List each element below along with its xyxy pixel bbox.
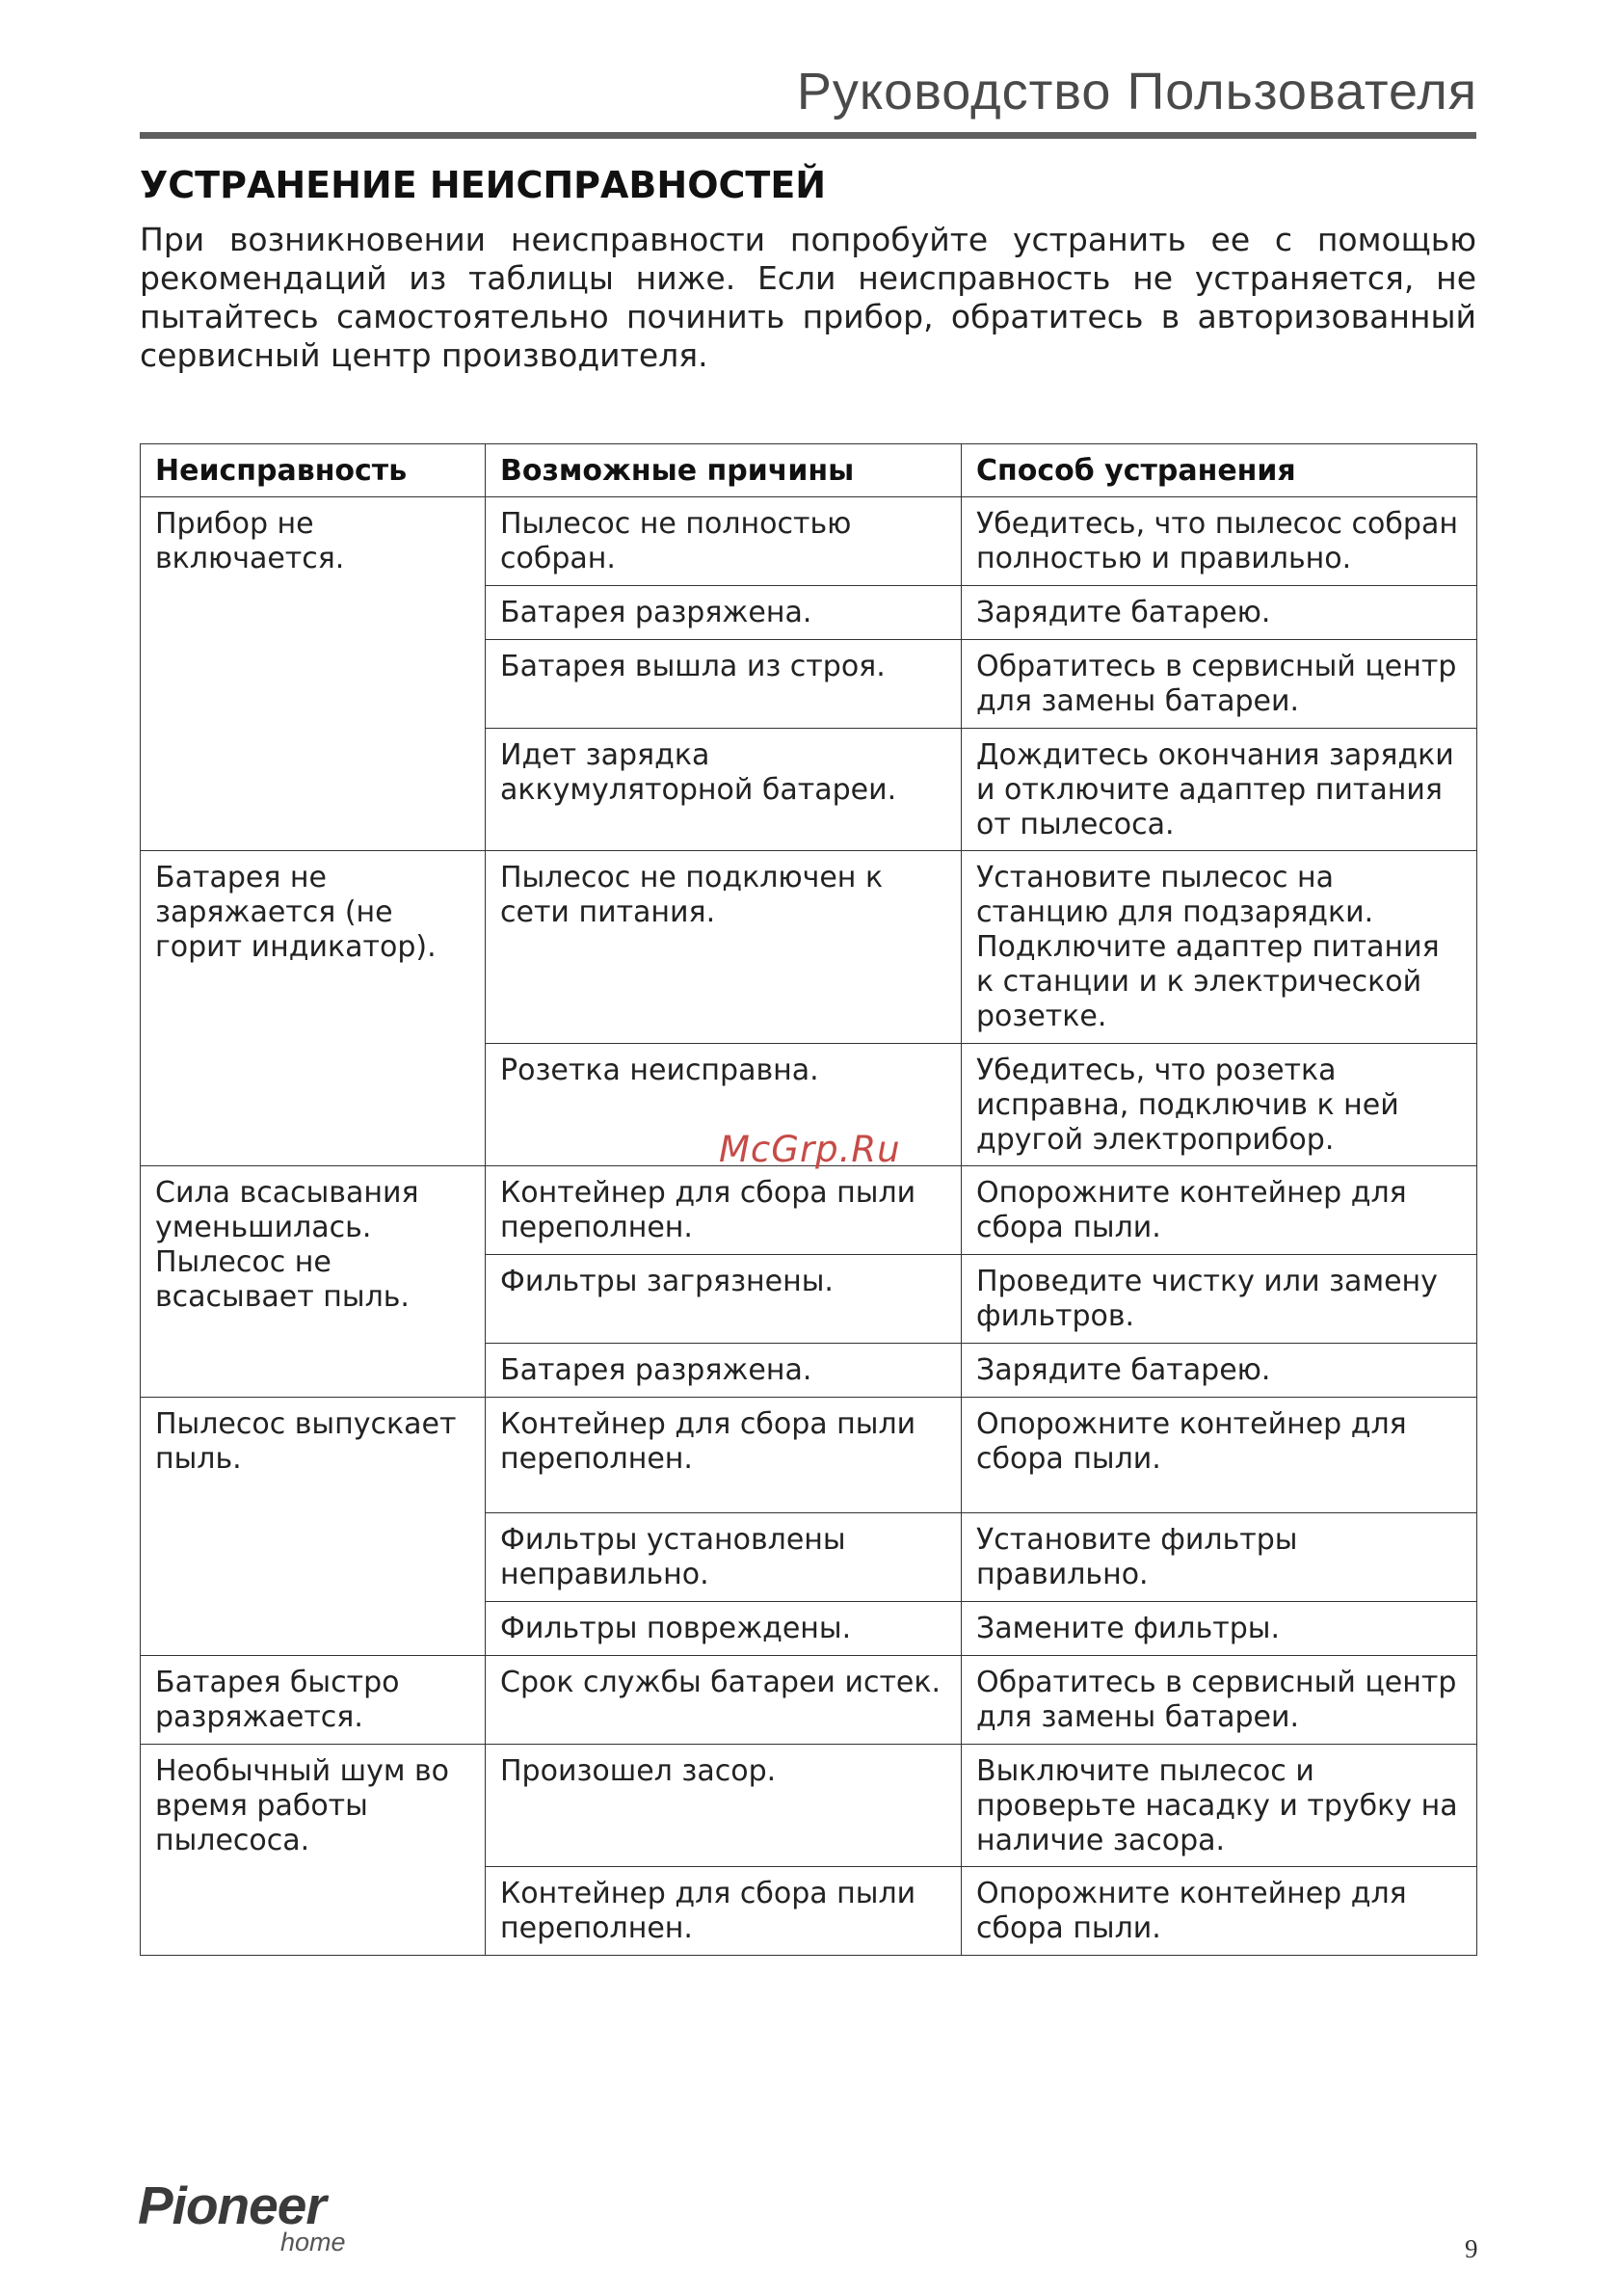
cause-cell: Фильтры установлены неправильно. [486,1513,962,1602]
table-row [141,1656,1477,1745]
watermark-text: McGrp.Ru [719,1129,901,1170]
cause-cell: Срок службы батареи истек. [486,1656,962,1745]
remedy-cell: Убедитесь, что пылесос собран полностью и правильно. [962,497,1477,586]
remedy-cell: Обратитесь в сервисный центр для замены батареи. [962,1656,1477,1745]
remedy-cell: Зарядите батарею. [962,1344,1477,1398]
page-number: 9 [1465,2234,1478,2263]
brand-logo-sub: home [280,2228,346,2256]
table-row [141,1398,1477,1513]
remedy-cell: Замените фильтры. [962,1602,1477,1656]
remedy-cell: Установите фильтры правильно. [962,1513,1477,1602]
column-header-cause: Возможные причины [486,444,962,497]
troubleshooting-table [140,443,1477,1956]
remedy-cell: Обратитесь в сервисный центр для замены батареи. [962,640,1477,729]
remedy-cell: Убедитесь, что розетка исправна, подключив к ней другой электроприбор. [962,1044,1477,1166]
problem-cell: Прибор не включается. [141,497,486,851]
cause-cell: Контейнер для сбора пыли переполнен. [486,1398,962,1513]
table-row [141,1745,1477,1867]
column-header-problem: Неисправность [141,444,486,497]
table-header-row [141,444,1477,497]
section-title: УСТРАНЕНИЕ НЕИСПРАВНОСТЕЙ [140,164,827,206]
cause-cell: Батарея разряжена. [486,586,962,640]
cause-cell: Батарея вышла из строя. [486,640,962,729]
cause-cell: Батарея разряжена. [486,1344,962,1398]
remedy-cell: Опорожните контейнер для сбора пыли. [962,1166,1477,1255]
problem-cell: Необычный шум во время работы пылесоса. [141,1745,486,1956]
brand-logo [138,2175,350,2261]
table-row [141,497,1477,586]
page-header-title: Руководство Пользователя [796,63,1477,120]
remedy-cell: Установите пылесос на станцию для подзарядки. Подключите адаптер питания к станции и к электрической розетке. [962,851,1477,1044]
problem-cell: Пылесос выпускает пыль. [141,1398,486,1656]
cause-cell: Фильтры загрязнены. [486,1255,962,1344]
remedy-cell: Опорожните контейнер для сбора пыли. [962,1398,1477,1513]
cause-cell: Произошел засор. [486,1745,962,1867]
remedy-cell: Зарядите батарею. [962,586,1477,640]
cause-cell: Контейнер для сбора пыли переполнен. [486,1867,962,1956]
problem-cell: Сила всасывания уменьшилась. Пылесос не всасывает пыль. [141,1166,486,1398]
remedy-cell: Дождитесь окончания зарядки и отключите адаптер питания от пылесоса. [962,729,1477,851]
cause-cell: Контейнер для сбора пыли переполнен. [486,1166,962,1255]
remedy-cell: Проведите чистку или замену фильтров. [962,1255,1477,1344]
cause-cell: Пылесос не полностью собран. [486,497,962,586]
table-row [141,851,1477,1044]
cause-cell: Фильтры повреждены. [486,1602,962,1656]
intro-paragraph: При возникновении неисправности попробуйте устранить ее с помощью рекомендаций из таблицы ниже. Если неисправность не устраняется, не пытайтесь самостоятельно починить прибор, обратитесь в авторизованный сервисный центр производителя. [140,221,1476,374]
remedy-cell: Опорожните контейнер для сбора пыли. [962,1867,1477,1956]
cause-cell: Пылесос не подключен к сети питания. [486,851,962,1044]
cause-cell: Розетка неисправна. [486,1044,962,1166]
remedy-cell: Выключите пылесос и проверьте насадку и трубку на наличие засора. [962,1745,1477,1867]
problem-cell: Батарея не заряжается (не горит индикатор). [141,851,486,1166]
header-divider [140,132,1476,139]
table-row [141,1166,1477,1255]
brand-logo-name: Pioneer [138,2176,326,2235]
cause-cell: Идет зарядка аккумуляторной батареи. [486,729,962,851]
problem-cell: Батарея быстро разряжается. [141,1656,486,1745]
column-header-remedy: Способ устранения [962,444,1477,497]
